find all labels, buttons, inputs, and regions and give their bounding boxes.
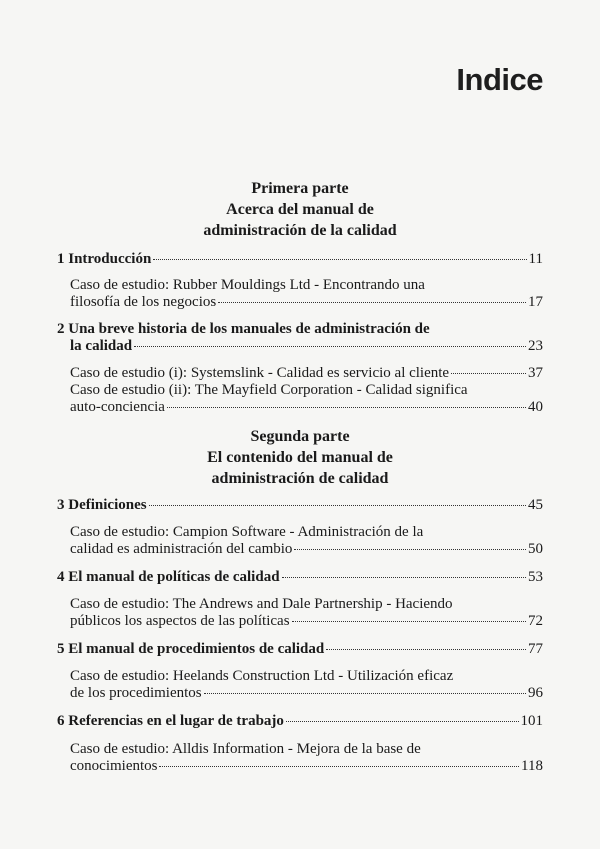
part-two-title-line2: administración de calidad xyxy=(211,470,389,487)
dot-leader xyxy=(286,721,519,722)
page-number: 40 xyxy=(528,399,543,415)
entry-text: Caso de estudio: The Andrews and Dale Partnership - Haciendo xyxy=(70,596,453,612)
page-number: 23 xyxy=(528,338,543,354)
entry-text: auto-conciencia xyxy=(70,399,165,415)
toc-entry-chapter-4 xyxy=(57,568,543,586)
dot-leader xyxy=(282,577,526,578)
entry-text: calidad es administración del cambio xyxy=(70,541,293,557)
entry-text: públicos los aspectos de las políticas xyxy=(70,613,290,629)
part-two-heading xyxy=(0,426,600,489)
toc-entry-chapter-1 xyxy=(57,250,543,268)
entry-text: Caso de estudio: Alldis Information - Mejora de la base de xyxy=(70,741,421,757)
page-number: 101 xyxy=(520,713,543,729)
part-one-title-line2: administración de la calidad xyxy=(203,222,397,239)
toc-entry-case-7-line2 xyxy=(70,757,543,775)
entry-text: 1 Introducción xyxy=(57,251,152,267)
entry-text: Caso de estudio: Heelands Construction Ltd - Utilización eficaz xyxy=(70,668,454,684)
entry-text: 3 Definiciones xyxy=(57,497,147,513)
toc-entry-case-7-line1 xyxy=(70,740,543,758)
toc-entry-chapter-5 xyxy=(57,640,543,658)
page-number: 11 xyxy=(528,251,543,267)
dot-leader xyxy=(451,373,526,374)
entry-text: 6 Referencias en el lugar de trabajo xyxy=(57,713,284,729)
toc-entry-chapter-2-line2 xyxy=(70,337,543,355)
page-title: Indice xyxy=(456,62,543,97)
toc-entry-case-4-line1 xyxy=(70,523,543,541)
toc-entry-case-5-line1 xyxy=(70,595,543,613)
toc-entry-case-6-line2 xyxy=(70,684,543,702)
toc-entry-case-3-line1 xyxy=(70,381,543,399)
entry-text: Caso de estudio: Campion Software - Administración de la xyxy=(70,524,424,540)
page-number: 50 xyxy=(528,541,543,557)
toc-entry-case-2 xyxy=(70,364,543,382)
dot-leader xyxy=(149,505,526,506)
dot-leader xyxy=(204,693,526,694)
page-number: 53 xyxy=(528,569,543,585)
dot-leader xyxy=(326,649,526,650)
entry-text: 2 Una breve historia de los manuales de administración de xyxy=(57,321,430,337)
page-number: 118 xyxy=(521,758,543,774)
entry-text: 4 El manual de políticas de calidad xyxy=(57,569,280,585)
entry-text: la calidad xyxy=(70,338,133,354)
dot-leader xyxy=(294,549,526,550)
entry-text: filosofía de los negocios xyxy=(70,294,217,310)
entry-text: de los procedimientos xyxy=(70,685,202,701)
toc-entry-chapter-6 xyxy=(57,712,543,730)
part-two-title-line1: El contenido del manual de xyxy=(207,449,393,466)
part-one-label: Primera parte xyxy=(251,180,349,197)
part-one-heading xyxy=(0,178,600,241)
page-number: 17 xyxy=(528,294,543,310)
dot-leader xyxy=(159,766,519,767)
dot-leader xyxy=(218,302,526,303)
dot-leader xyxy=(134,346,526,347)
page-number: 45 xyxy=(528,497,543,513)
entry-text: Caso de estudio: Rubber Mouldings Ltd - Encontrando una xyxy=(70,277,425,293)
entry-text: 5 El manual de procedimientos de calidad xyxy=(57,641,325,657)
page-number: 77 xyxy=(528,641,543,657)
toc-entry-case-1-line2 xyxy=(70,293,543,311)
part-one-title-line1: Acerca del manual de xyxy=(226,201,374,218)
page-number: 37 xyxy=(528,365,543,381)
dot-leader xyxy=(292,621,526,622)
toc-entry-case-6-line1 xyxy=(70,667,543,685)
entry-text: Caso de estudio (ii): The Mayfield Corporation - Calidad significa xyxy=(70,382,468,398)
page-number: 72 xyxy=(528,613,543,629)
toc-entry-chapter-3 xyxy=(57,496,543,514)
dot-leader xyxy=(167,407,526,408)
toc-entry-case-1-line1 xyxy=(70,276,543,294)
page-number: 96 xyxy=(528,685,543,701)
toc-entry-chapter-2-line1 xyxy=(57,320,543,338)
toc-entry-case-4-line2 xyxy=(70,540,543,558)
toc-entry-case-5-line2 xyxy=(70,612,543,630)
entry-text: conocimientos xyxy=(70,758,158,774)
entry-text: Caso de estudio (i): Systemslink - Calidad es servicio al cliente xyxy=(70,365,450,381)
toc-entry-case-3-line2 xyxy=(70,398,543,416)
part-two-label: Segunda parte xyxy=(250,428,350,445)
dot-leader xyxy=(153,259,526,260)
